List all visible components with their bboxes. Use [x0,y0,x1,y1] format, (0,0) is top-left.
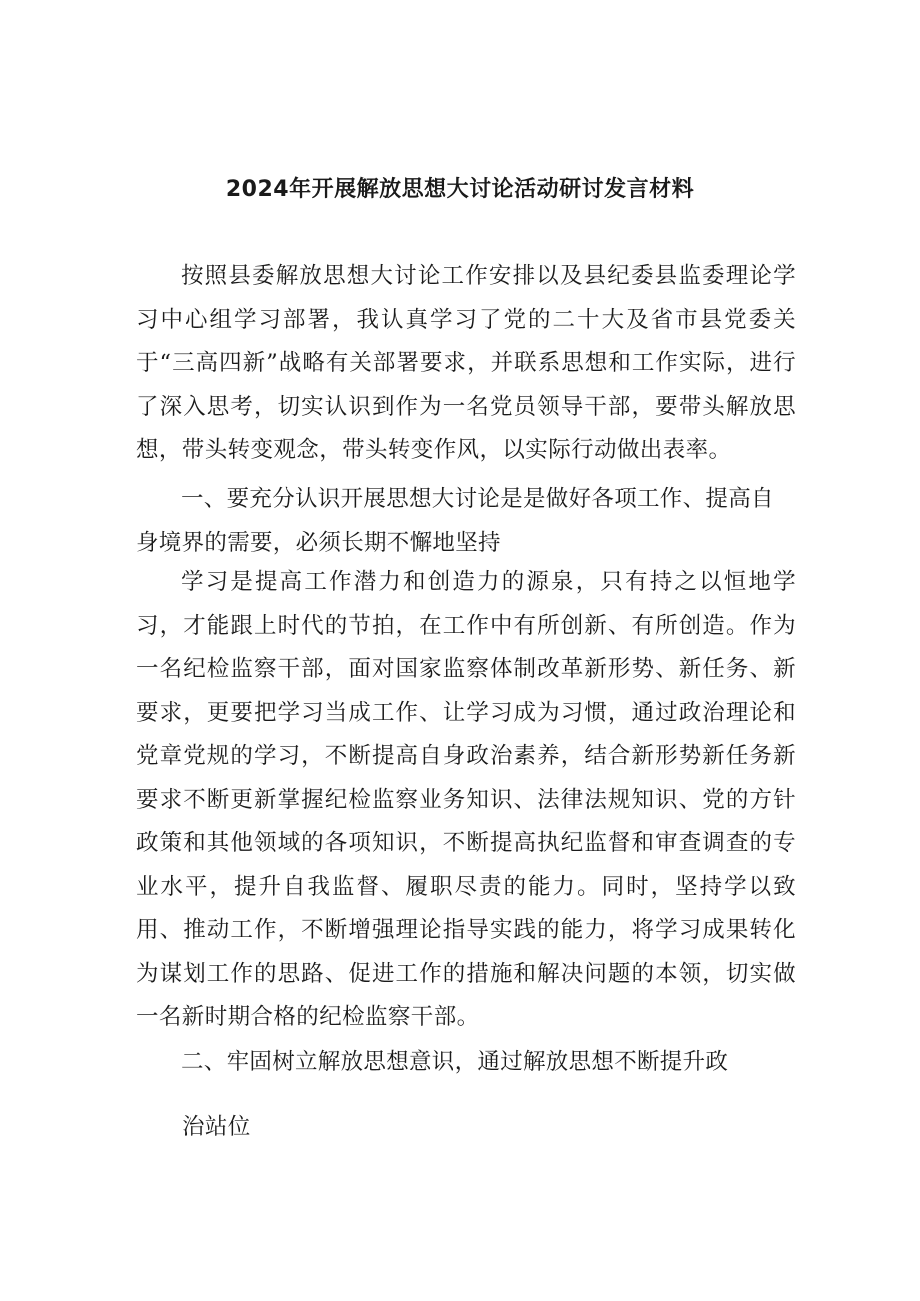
intro-paragraph: 按照县委解放思想大讨论工作安排以及县纪委县监委理论学习中心组学习部署，我认真学习了党的二十大及省市县党委关于“三高四新”战略有关部署要求，并联系思想和工作实际，进行了深入思考，切实认识到作为一名党员领导干部，要带头解放思想，带头转变观念，带头转变作风，以实际行动做出表率。 [136,263,796,463]
section-2-heading-continuation: 治站位 [182,1114,251,1140]
section-1-body: 学习是提高工作潜力和创造力的源泉，只有持之以恒地学习，才能跟上时代的节拍，在工作中有所创新、有所创造。作为一名纪检监察干部，面对国家监察体制改革新形势、新任务、新要求，更要把学习当成工作、让学习成为习惯，通过政治理论和党章党规的学习，不断提高自身政治素养，结合新形势新任务新要求不断更新掌握纪检监察业务知识、法律法规知识、党的方针政策和其他领域的各项知识，不断提高执纪监督和审查调查的专业水平，提升自我监督、履职尽责的能力。同时，坚持学以致用、推动工作，不断增强理论指导实践的能力，将学习成果转化为谋划工作的思路、促进工作的措施和解决问题的本领，切实做一名新时期合格的纪检监察干部。 [136,569,796,1030]
document-title: 2024年开展解放思想大讨论活动研讨发言材料 [225,177,695,202]
section-2-heading: 二、牢固树立解放思想意识，通过解放思想不断提升政 [181,1049,729,1075]
section-1-heading: 一、要充分认识开展思想大讨论是是做好各项工作、提高自身境界的需要，必须长期不懈地坚持 [136,486,774,556]
